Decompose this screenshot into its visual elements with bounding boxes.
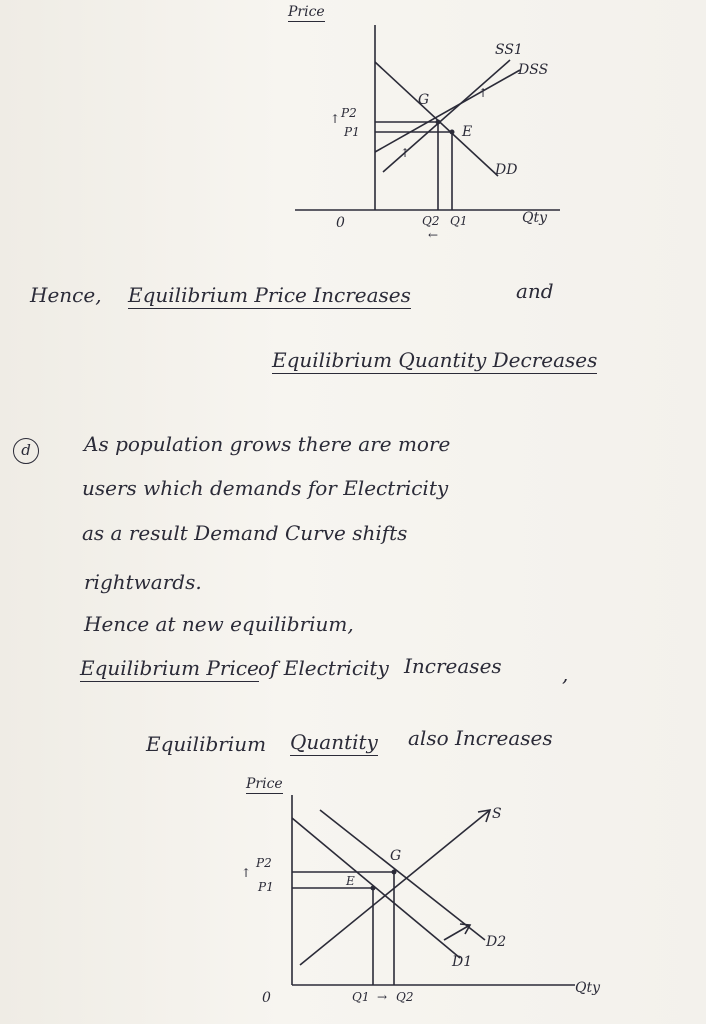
g1-shift-mark-2: ↑ <box>400 146 411 160</box>
g2-point-g-label: G <box>390 848 402 864</box>
g2-origin: 0 <box>262 990 271 1006</box>
g1-dss-label: DSS <box>518 62 549 78</box>
g1-q2-label: Q2 <box>422 214 440 228</box>
g1-dd-label: DD <box>495 162 518 178</box>
d-line-5: Hence at new equilibrium, <box>84 612 354 636</box>
d-line-3: as a result Demand Curve shifts <box>82 521 408 545</box>
g1-shift-mark-1: ↑ <box>478 86 489 100</box>
d-line-7-quantity: Quantity <box>290 730 378 754</box>
c-and: and <box>516 279 554 303</box>
g1-point-g-label: G <box>418 92 430 108</box>
d-line-6-price: Equilibrium Price <box>80 656 259 680</box>
d-line-2: users which demands for Electricity <box>82 476 449 500</box>
g2-p2-label: P2 <box>256 856 272 870</box>
g1-ss1-label: SS1 <box>495 42 523 58</box>
d-marker: d <box>13 438 39 464</box>
g2-d1-label: D1 <box>452 954 473 970</box>
g2-q2-label: Q2 <box>396 990 414 1004</box>
g1-origin: 0 <box>336 215 345 231</box>
g1-point-e-label: E <box>462 124 473 140</box>
g2-qty-label: Qty <box>575 980 601 996</box>
c-quantity-decreases: Equilibrium Quantity Decreases <box>272 348 598 372</box>
d-line-4: rightwards. <box>84 570 202 594</box>
g1-up-arrow: ↑ <box>330 112 341 126</box>
g1-p2-label: P2 <box>341 106 357 120</box>
d-line-7-increases: also Increases <box>408 726 553 750</box>
d-line-6-electricity: of Electricity <box>258 656 389 680</box>
g2-right-arrow: → <box>377 990 388 1004</box>
g2-point-e <box>371 886 376 891</box>
g2-demand-d2 <box>320 810 485 940</box>
d-line-7-equilibrium: Equilibrium <box>146 732 267 756</box>
d-line-1: As population grows there are more <box>84 432 451 456</box>
d-line-6-comma: , <box>562 662 569 686</box>
g2-up-arrow: ↑ <box>241 866 252 880</box>
g2-d2-label: D2 <box>486 934 507 950</box>
c-price-increases: Equilibrium Price Increases <box>128 283 411 307</box>
c-hence: Hence, <box>30 283 102 307</box>
g2-q1-label: Q1 <box>352 990 370 1004</box>
g2-point-e-label: E <box>346 874 355 888</box>
g2-point-g <box>392 870 397 875</box>
g2-p1-label: P1 <box>258 880 274 894</box>
g1-left-arrow: ← <box>428 228 439 242</box>
g1-p1-label: P1 <box>344 125 360 139</box>
d-line-6-increases: Increases <box>404 654 502 678</box>
g2-price-label: Price <box>246 776 283 792</box>
g1-price-label: Price <box>288 4 325 20</box>
g1-qty-label: Qty <box>522 210 548 226</box>
g1-q1-label: Q1 <box>450 214 468 228</box>
g2-supply-label: S <box>492 806 502 822</box>
